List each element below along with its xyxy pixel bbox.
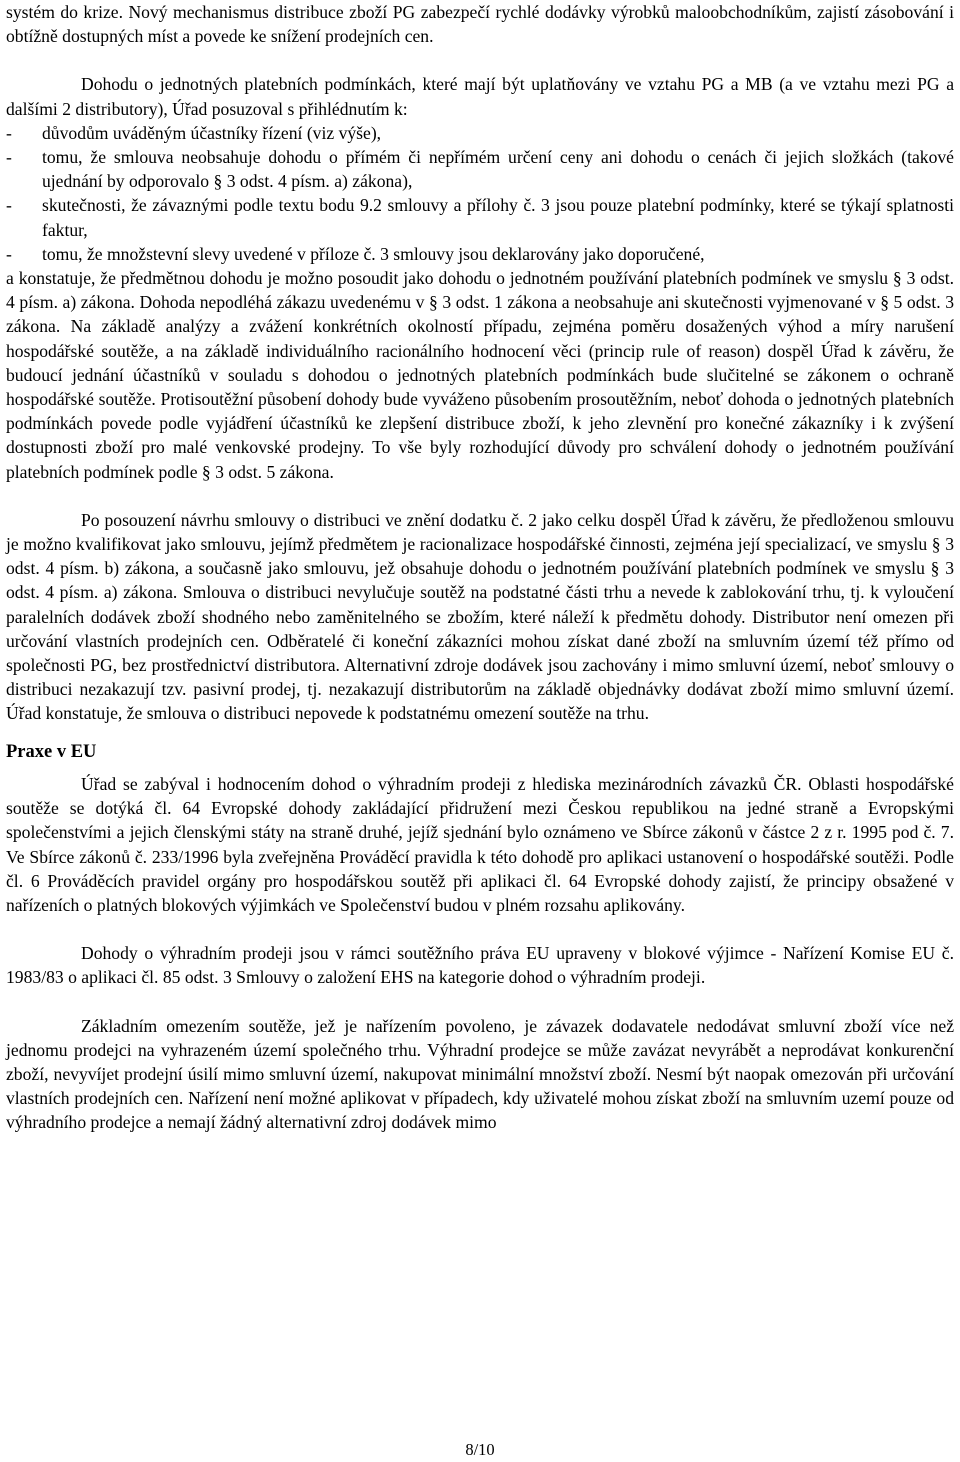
list-item-text: tomu, že smlouva neobsahuje dohodu o přímém či nepřímém určení ceny ani dohodu o cenách či jejich složkách (takové ujednání by odporovalo § 3 odst. 4 písm. a) zákona), bbox=[42, 147, 954, 192]
paragraph-eu-3: Základním omezením soutěže, jež je nařízením povoleno, je závazek dodavatele nedodávat smluvní zboží více než jednomu prodejci na vyhrazeném území společného trhu. Výhradní prodejce se může zavázat nevyrábět a neprodávat konkurenční zboží, nevyvíjet prodejní úsilí mimo smluvní území, nakupovat minimální množství zboží. Nesmí být naopak omezován při určování vlastních prodejních cen. Nařízení není možné aplikovat v případech, kdy uživatelé mohou získat zboží na smluvním uzemí pouze od výhradního prodejce a nemají žádný alternativní zdroj dodávek mimo bbox=[6, 1015, 954, 1133]
list-dash: - bbox=[6, 195, 12, 216]
list-item-text: důvodům uváděným účastníky řízení (viz výše), bbox=[42, 122, 382, 143]
paragraph-intro: Dohodu o jednotných platebních podmínkách, které mají být uplatňovány ve vztahu PG a MB (a ve vztahu mezi PG a dalšími 2 distributory), Úřad posuzoval s přihlédnutím k: bbox=[6, 74, 954, 119]
paragraph-review: Po posouzení návrhu smlouvy o distribuci ve znění dodatku č. 2 jako celku dospěl Úřad k závěru, že předloženou smlouvu je možno kvalifikovat jako smlouvu, jejímž předmětem je racionalizace hospodářské činnosti, zejména její specializací, ve smyslu § 3 odst. 4 písm. b) zákona, a současně jako smlouvu, jež obsahuje dohodu o jednotném používání platebních podmínek ve smyslu § 3 odst. 4 písm. a) zákona. Smlouva o distribuci nevylučuje soutěž na podstatné části trhu a nevede k zablokování trhu, tj. k vyloučení paralelních dodávek zboží shodného nebo zaměnitelného se zbožím, které náleží k předmětu dohody. Distributor není omezen při určování vlastních prodejních cen. Odběratelé či koneční zákazníci mohou získat dané zboží na smluvním území též přímo od společnosti PG, bez prostřednictví distributora. Alternativní zdroje dodávek jsou zachovány i mimo smluvní území, neboť smlouvy o distribuci nezakazují tzv. pasivní prodej, tj. nezakazují distributorům na základě objednávky dodávat zboží mimo smluvní území. Úřad konstatuje, že smlouva o distribuci nepovede k podstatnému omezení soutěže na trhu. bbox=[6, 509, 954, 724]
document-page bbox=[6, 0, 954, 1135]
criteria-list bbox=[6, 121, 954, 266]
list-item-text: skutečnosti, že závaznými podle textu bodu 9.2 smlouvy a přílohy č. 3 jsou pouze platební podmínky, které se týkají splatnosti faktur, bbox=[42, 195, 954, 240]
paragraph-conclusion: a konstatuje, že předmětnou dohodu je možno posoudit jako dohodu o jednotném používání platebních podmínek ve smyslu § 3 odst. 4 písm. a) zákona. Dohoda nepodléhá zákazu uvedenému v § 3 odst. 1 zákona a neobsahuje ani skutečnosti vyjmenované v § 5 odst. 3 zákona. Na základě analýzy a zvážení konkrétních okolností případu, zejména poměru dosažených výhod a míry narušení hospodářské soutěže, a na základě individuálního racionálního hodnocení věci (princip rule of reason) dospěl Úřad k závěru, že budoucí jednání účastníků v souladu s dohodou o jednotných platebních podmínkách bude slučitelné se zákonem o ochraně hospodářské soutěže. Protisoutěžní působení dohody bude vyváženo působením prosoutěžním, neboť dohoda o jednotných platebních podmínkách povede podle vyjádření účastníků ke zlepšení distribuce zboží, k jeho zlevnění pro konečné zákazníky i k zvýšení dostupnosti zboží pro malé venkovské prodejny. To vše byly rozhodující důvody pro schválení dohody o jednotném používání platebních podmínek podle § 3 odst. 5 zákona. bbox=[6, 268, 954, 482]
list-item bbox=[6, 193, 954, 241]
paragraph-continuation: systém do krize. Nový mechanismus distribuce zboží PG zabezpečí rychlé dodávky výrobků maloobchodníkům, zajistí zásobování i obtížně dostupných míst a povede ke snížení prodejních cen. bbox=[6, 2, 954, 47]
paragraph-eu-1: Úřad se zabýval i hodnocením dohod o výhradním prodeji z hlediska mezinárodních závazků ČR. Oblasti hospodářské soutěže se dotýká čl. 64 Evropské dohody zakládající přidružení mezi Českou republikou na jedné straně a Evropskými společenstvími a jejich členskými státy na straně druhé, jejíž sjednání bylo oznámeno ve Sbírce zákonů v částce 2 z r. 1995 pod č. 7. Ve Sbírce zákonů č. 233/1996 byla zveřejněna Prováděcí pravidla k této dohodě pro aplikaci ustanovení o hospodářské soutěži. Podle čl. 6 Prováděcích pravidel orgány pro hospodářskou soutěž při aplikaci čl. 64 Evropské dohody zajistí, že principy obsažené v nařízeních o platných blokových výjimkách ve Společenství budou v plném rozsahu aplikovány. bbox=[6, 773, 954, 915]
page-number: 8/10 bbox=[465, 1440, 495, 1459]
list-item bbox=[6, 145, 954, 193]
list-dash: - bbox=[6, 122, 12, 143]
section-heading-eu: Praxe v EU bbox=[6, 741, 97, 762]
list-item bbox=[6, 242, 954, 266]
list-dash: - bbox=[6, 147, 12, 168]
list-item bbox=[6, 121, 954, 145]
list-item-text: tomu, že množstevní slevy uvedené v příloze č. 3 smlouvy jsou deklarovány jako doporučené, bbox=[42, 243, 705, 264]
paragraph-eu-2: Dohody o výhradním prodeji jsou v rámci soutěžního práva EU upraveny v blokové výjimce - Nařízení Komise EU č. 1983/83 o aplikaci čl. 85 odst. 3 Smlouvy o založení EHS na kategorie dohod o výhradním prodeji. bbox=[6, 943, 954, 988]
list-dash: - bbox=[6, 243, 12, 264]
